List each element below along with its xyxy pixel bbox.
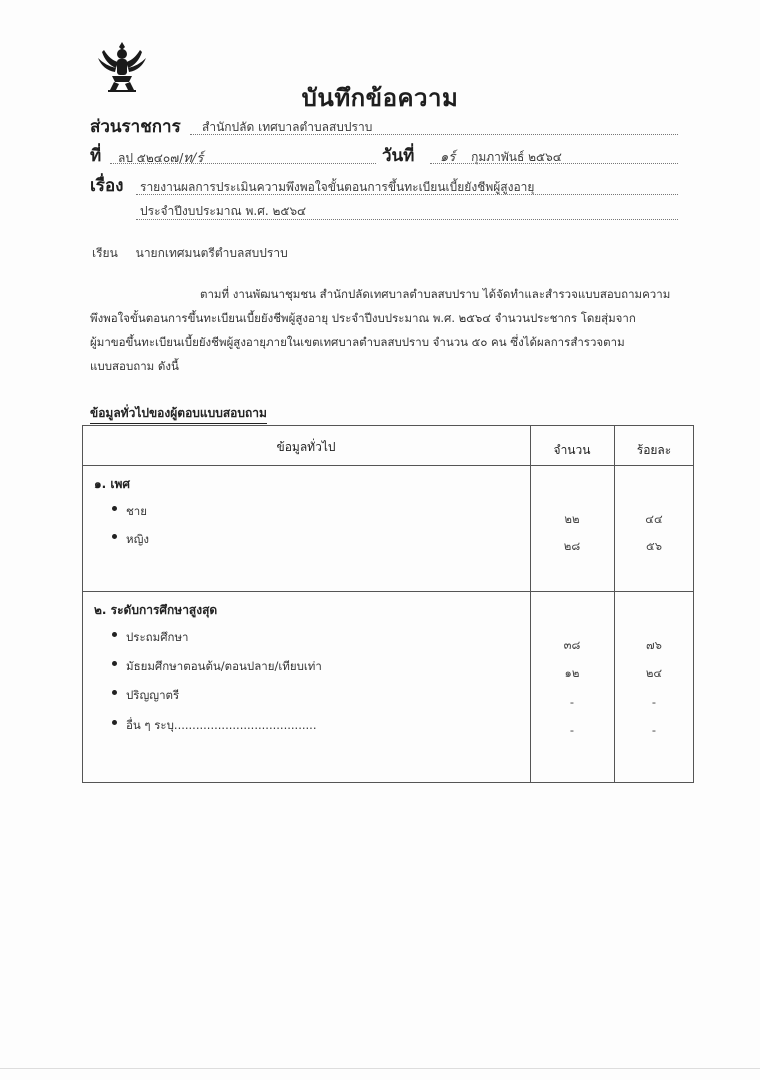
agency-value: สำนักปลัด เทศบาลตำบลสบปราบ bbox=[202, 120, 373, 134]
subject-line-1: รายงานผลการประเมินความพึงพอใจขั้นตอนการขึ้นทะเบียนเบี้ยยังชีพผู้สูงอายุ bbox=[140, 180, 535, 194]
table-border-right bbox=[693, 425, 694, 783]
body-paragraph bbox=[90, 282, 700, 378]
body-line-1: ตามที่ งานพัฒนาชุมชน สำนักปลัดเทศบาลตำบลสบปราบ ได้จัดทำและสำรวจแบบสอบถามความ bbox=[200, 287, 671, 301]
table-col-divider-2 bbox=[614, 425, 615, 783]
table-row-percent: - bbox=[651, 723, 657, 737]
ref-number: ลป ๕๒๔๐๗/ bbox=[118, 151, 184, 165]
bullet-icon bbox=[112, 690, 117, 695]
section-title: ข้อมูลทั่วไปของผู้ตอบแบบสอบถาม bbox=[90, 404, 267, 424]
table-row-label: อื่น ๆ ระบุ....................................... bbox=[112, 717, 316, 735]
table-border-bottom bbox=[82, 782, 694, 783]
table-row-percent: ๗๖ bbox=[646, 638, 662, 652]
table-row-label: ชาย bbox=[112, 503, 147, 521]
table-row-percent: ๔๔ bbox=[645, 512, 663, 526]
table-border-top bbox=[82, 425, 694, 426]
subject-dotline-2 bbox=[136, 219, 678, 220]
bullet-icon bbox=[112, 506, 117, 511]
ref-label: ที่ bbox=[90, 146, 102, 166]
salutation-label: เรียน bbox=[92, 246, 118, 260]
agency-label: ส่วนราชการ bbox=[90, 117, 181, 137]
table-row-label: หญิง bbox=[112, 531, 149, 549]
ref-handwritten: ท/ร์ bbox=[183, 151, 204, 166]
body-line-2: พึงพอใจขั้นตอนการขึ้นทะเบียนเบี้ยยังชีพผู้สูงอายุ ประจำปีงบประมาณ พ.ศ. ๒๕๖๔ จำนวนประชากร โดยสุ่มจาก bbox=[90, 311, 636, 325]
memo-title: บันทึกข้อความ bbox=[301, 84, 459, 112]
salutation-recipient: นายกเทศมนตรีตำบลสบปราบ bbox=[135, 246, 288, 260]
group-title: ๒. ระดับการศึกษาสูงสุด bbox=[94, 603, 218, 617]
date-month-year: กุมภาพันธ์ ๒๕๖๔ bbox=[471, 150, 562, 164]
table-row-percent: ๒๔ bbox=[645, 666, 663, 680]
date-dotline bbox=[430, 163, 678, 164]
bullet-icon bbox=[112, 632, 117, 637]
header-percent: ร้อยละ bbox=[636, 443, 672, 457]
table-row-count: - bbox=[569, 723, 575, 737]
table-row-count: - bbox=[569, 695, 575, 709]
group-title: ๑. เพศ bbox=[94, 477, 130, 491]
subject-dotline-1 bbox=[136, 194, 678, 195]
respondent-table bbox=[82, 425, 694, 783]
ref-value bbox=[118, 147, 203, 168]
bullet-icon bbox=[112, 534, 117, 539]
scan-edge-line bbox=[0, 1068, 760, 1069]
table-row-count: ๑๒ bbox=[564, 666, 580, 680]
table-col-divider-1 bbox=[530, 425, 531, 783]
table-row-count: ๒๘ bbox=[563, 539, 581, 553]
table-header-divider bbox=[82, 465, 694, 466]
table-row-label: มัธยมศึกษาตอนต้น/ตอนปลาย/เทียบเท่า bbox=[112, 658, 322, 676]
date-label: วันที่ bbox=[382, 146, 415, 166]
date-day-handwritten: ๑ร์ bbox=[440, 150, 456, 165]
table-row-count: ๓๘ bbox=[563, 638, 581, 652]
body-line-4: แบบสอบถาม ดังนี้ bbox=[90, 359, 179, 373]
table-row-label: ประถมศึกษา bbox=[112, 629, 189, 647]
table-row-percent: - bbox=[651, 695, 657, 709]
table-row-label: ปริญญาตรี bbox=[112, 687, 179, 705]
table-row-count: ๒๒ bbox=[564, 512, 580, 526]
table-group-divider bbox=[82, 591, 694, 592]
agency-dotline bbox=[190, 134, 678, 135]
header-general: ข้อมูลทั่วไป bbox=[276, 440, 336, 454]
ref-dotline bbox=[110, 163, 376, 164]
subject-line-2: ประจำปีงบประมาณ พ.ศ. ๒๕๖๔ bbox=[140, 204, 307, 218]
subject-label: เรื่อง bbox=[90, 176, 124, 196]
salutation bbox=[92, 244, 288, 263]
bullet-icon bbox=[112, 661, 117, 666]
table-row-percent: ๕๖ bbox=[645, 539, 662, 553]
bullet-icon bbox=[112, 720, 117, 725]
body-line-3: ผู้มาขอขึ้นทะเบียนเบี้ยยังชีพผู้สูงอายุภายในเขตเทศบาลตำบลสบปราบ จำนวน ๕๐ คน ซึ่งได้ผลการสำรวจตาม bbox=[90, 335, 625, 349]
header-count: จำนวน bbox=[553, 443, 591, 457]
table-border-left bbox=[82, 425, 83, 783]
